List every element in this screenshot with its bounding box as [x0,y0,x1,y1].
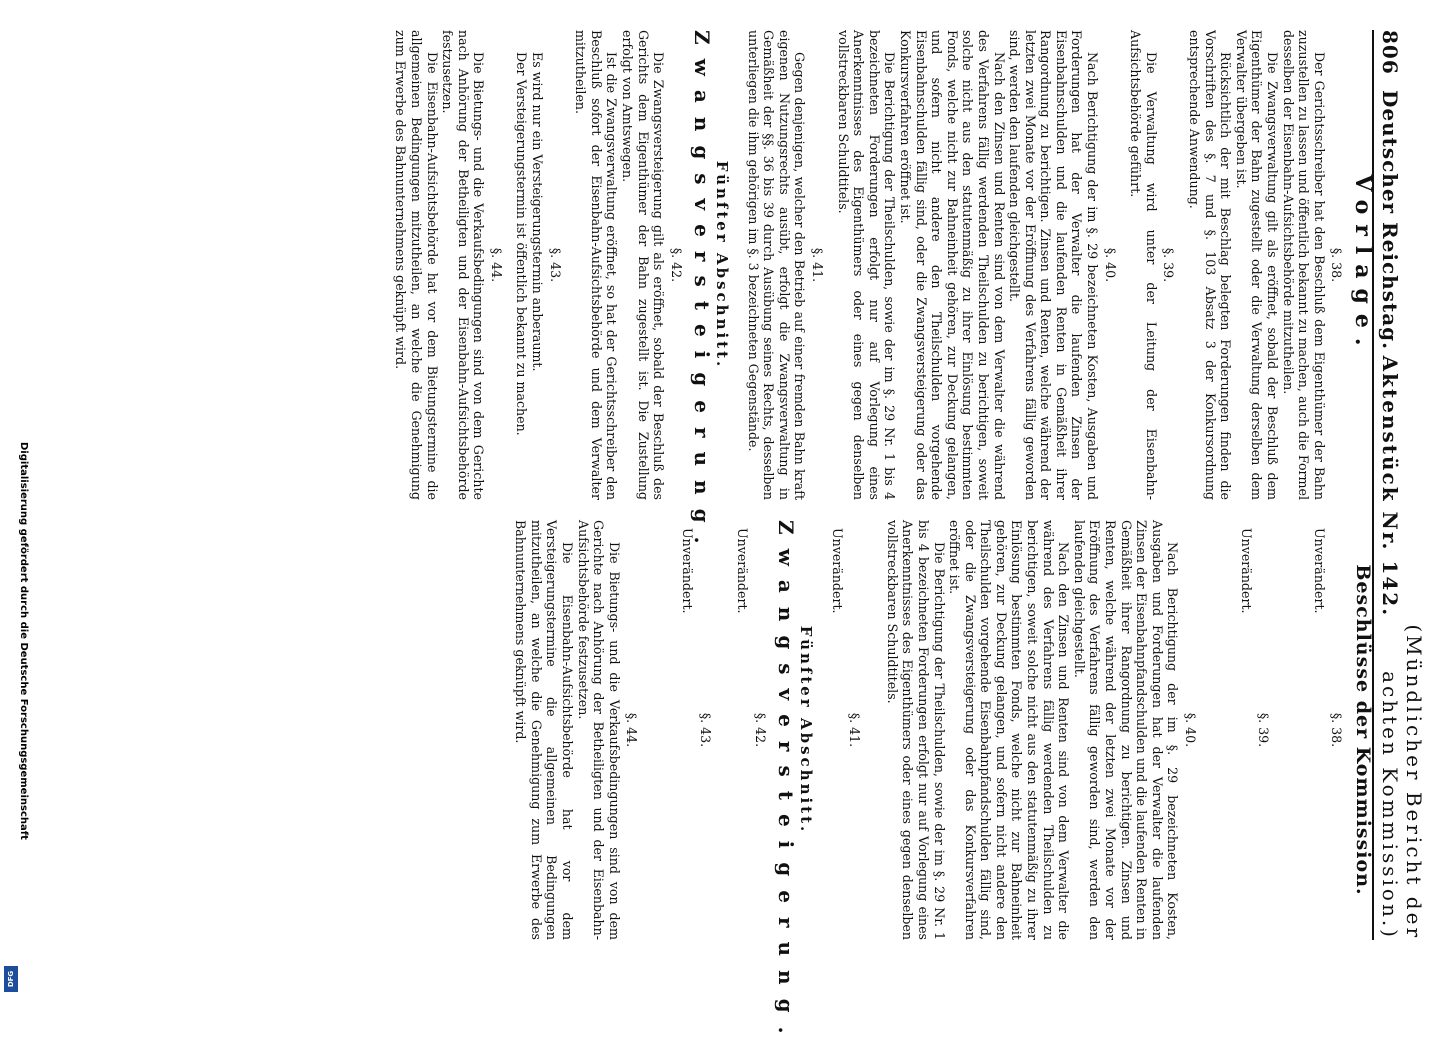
paragraph-text: Die Bietungs- und die Verkaufsbedingungen sind von dem Gerichte nach Anhörung der Betheiligten und der Eisenbahn-Aufsichtsbehörde festzusetzen. [575,520,622,940]
column-heading-vorlage: Vorlage. [1350,174,1376,356]
unchanged-note: Unverändert. [680,528,695,614]
paragraph-number: §. 41. [810,247,825,283]
paragraph-number: §. 41. [847,712,863,748]
section-heading: Fünfter Abschnitt. [713,160,732,370]
column-beschluesse [20,520,1374,1048]
paragraph-text: Rücksichtlich der mit Beschlag belegten Forderungen finden die Vorschriften des §. 7 und §. 103 Absatz 3 der Konkursordnung entsprechende Anwendung. [1187,30,1234,500]
paragraph-text: Die Verwaltung wird unter der Leitung der Eisenbahn-Aufsichtsbehörde geführt. [1128,30,1159,500]
section-heading: Fünfter Abschnitt. [796,625,815,835]
paragraph-text: Nach den Zinsen und Renten sind von dem Verwalter die während des Verfahrens fällig werdenden Theilschulden zu berichtigen, soweit solche nicht aus den statutenmäßig zu ihrer Einlösung bestimmten Fonds, welche nicht zur Bahneinheit gehören, zur Deckung gelangen, und sofern nicht andere den Theilschulden vorgehende Eisenbahnpfandschulden fällig sind, oder die Zwangsversteigerung oder das Konkursverfahren eröffnet ist. [947,520,1072,940]
page-number: 806 [1378,30,1402,75]
paragraph-text: Die Berichtigung der Theilschulden, sowie der im §. 29 Nr. 1 bis 4 bezeichneten Forderungen erfolgt nur auf Vorlegung eines Anerkenntnisses des Eigenthümers oder eines gegen denselben vollstreckbaren Schuldtitels. [884,520,947,940]
paragraph-text: Gegen denjenigen, welcher den Betrieb auf einer fremden Bahn kraft eigenen Nutzungsrechts ausübt, erfolgt die Zwangsverwaltung in Gemäßheit der §§. 36 bis 39 durch Ausübung seines Rechts, desselben unterliegen die ihm gehörigen im §. 3 bezeichneten Gegenstände. [745,30,808,500]
paragraph-text: Nach Berichtigung der im §. 29 bezeichneten Kosten, Ausgaben und Forderungen hat der Verwalter die laufenden Zinsen der Eisenbahnschulden und die laufenden Renten in Gemäßheit ihrer Rangordnung zu berichtigen. Zinsen und Renten, welche während der letzten zwei Monate vor der Eröffnung des Verfahrens fällig geworden sind, werden den laufenden gleichgestellt. [1007,30,1101,500]
paragraph-number: §. 40. [1183,712,1199,748]
paragraph-text: Ist die Zwangsverwaltung eröffnet, so hat der Gerichtsschreiber den Beschluß sofort der Eisenbahn-Aufsichtsbehörde und dem Verwalter mitzutheilen. [573,30,620,500]
paragraph-number: §. 40. [1102,247,1118,283]
paragraph-number: §. 44. [624,712,640,748]
digitization-credit [4,442,29,992]
paragraph-text: Die Berichtigung der Theilschulden, sowie der im §. 29 Nr. 1 bis 4 bezeichneten Forderungen erfolgt nur auf Vorlegung eines Anerkenntnisses des Eigenthümers oder eines gegen denselben vollstreckbaren Schuldtitels. [835,30,898,500]
paragraph-text: Es wird nur ein Versteigerungstermin anberaumt. [530,52,546,372]
paragraph-number: §. 44. [488,247,504,283]
unchanged-note: Unverändert. [735,528,751,614]
paragraph-text: Die Zwangsverwaltung gilt als eröffnet, sobald der Beschluß dem Eigenthümer der Bahn zugestellt oder die Verwaltung derselben dem Verwalter übergeben ist. [1233,30,1281,500]
paragraph-text: Die Zwangsversteigerung gilt als eröffnet, sobald der Beschluß des Gerichts dem Eigenthümer der Bahn zugestellt ist. Die Zustellung erfolgt von Amtswegen. [620,30,667,500]
paragraph-text: Die Eisenbahn-Aufsichtsbehörde hat vor dem Bietungstermine die allgemeinen Bedingungen mitzutheilen, an welche die Genehmigung zum Erwerbe des Bahnunternehmens geknüpft wird. [393,30,440,500]
paragraph-number: §. 39. [1256,712,1272,748]
paragraph-text: Nach den Zinsen und Renten sind von dem Verwalter die während des Verfahrens fällig werdenden Theilschulden zu berichtigen, soweit solche nicht aus den statutenmäßig zu ihrer Einlösung bestimmten Fonds, welche nicht zur Bahneinheit gehören, zur Deckung gelangen, und sofern nicht andere den Theilschulden vorgehende Eisenbahnschulden fällig sind, oder die Zwangsversteigerung oder das Konkursverfahren eröffnet ist. [897,30,1007,500]
paragraph-number: §. 43. [697,712,713,748]
credit-text: Digitalisierung gefördert durch die Deutsche Forschungsgemeinschaft [18,442,29,840]
report-title: (Mündlicher Bericht der achten Kommission.) [1378,624,1426,940]
paragraph-number: §. 39. [1161,247,1177,283]
section-title: Zwangsversteigerung. [690,30,715,558]
paragraph-number: §. 38. [1329,247,1345,283]
unchanged-note: Unverändert. [829,528,845,614]
publication-title: Deutscher Reichstag. [1378,90,1402,351]
column-vorlage [20,30,1376,558]
paragraph-text: Die Eisenbahn-Aufsichtsbehörde hat vor dem Versteigerungstermine die allgemeinen Bedingungen mitzutheilen, an welche die Genehmigung zum Erwerbe des Bahnunternehmens geknüpft wird. [513,520,576,940]
paragraph-number: §. 43. [547,247,563,283]
section-title: Zwangsversteigerung. [774,520,799,1048]
document-reference: Aktenstück Nr. 142. [1378,355,1402,618]
paragraph-text: Die Bietungs- und die Verkaufsbedingungen sind von dem Gerichte nach Anhörung der Betheiligten und der Eisenbahn-Aufsichtsbehörde festzusetzen. [440,30,487,500]
paragraph-number: §. 42. [668,247,684,283]
paragraph-number: §. 38. [1329,712,1345,748]
unchanged-note: Unverändert. [1311,528,1327,614]
page-header [1372,30,1426,940]
paragraph-text: Der Gerichtsschreiber hat den Beschluß dem Eigenthümer der Bahn zuzustellen zu lassen und öffentlich bekannt zu machen, auch die Formel desselben der Eisenbahn-Aufsichtsbehörde mitzutheilen. [1280,30,1327,500]
column-heading-beschluesse: Beschlüsse der Kommission. [1352,564,1374,896]
paragraph-number: §. 42. [752,712,768,748]
paragraph-text: Der Versteigerungstermin ist öffentlich bekannt zu machen. [514,52,530,436]
paragraph-text: Nach Berichtigung der im §. 29 bezeichneten Kosten, Ausgaben und Forderungen hat der Verwalter die laufenden Zinsen der Eisenbahnpfandschulden und die laufenden Renten in Gemäßheit ihrer Rangordnung zu berichtigen. Zinsen und Renten, welche während der letzten zwei Monate vor der Eröffnung des Verfahrens fällig geworden sind, werden den laufenden gleichgestellt. [1071,520,1181,940]
dfg-logo: DFG [4,966,18,992]
unchanged-note: Unverändert. [1238,528,1254,614]
